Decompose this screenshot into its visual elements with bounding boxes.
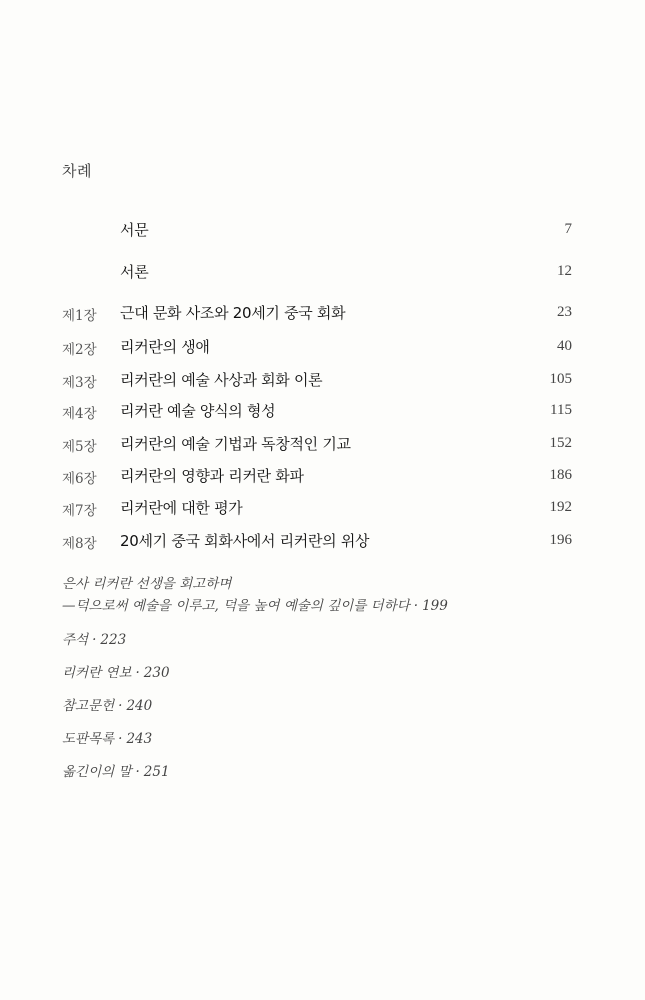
appendix-page: 243 <box>126 731 153 747</box>
memoir-subtitle: —덕으로써 예술을 이루고, 덕을 높여 예술의 깊이를 더하다 <box>62 598 410 614</box>
appendix-label: 주석 <box>62 632 89 648</box>
toc-entry-preface[interactable] <box>60 219 572 243</box>
separator-dot: · <box>118 731 123 747</box>
toc-entry-chapter-7[interactable] <box>60 497 572 521</box>
appendix-page: 230 <box>143 665 170 681</box>
toc-heading: 차례 <box>62 162 92 180</box>
entry-title: 리커란의 예술 기법과 독창적인 기교 <box>120 435 351 453</box>
chapter-number: 제5장 <box>62 439 97 455</box>
entry-title: 리커란의 예술 사상과 회화 이론 <box>120 371 323 389</box>
appendix-page: 240 <box>126 698 153 714</box>
entry-page-number: 7 <box>564 221 572 237</box>
chapter-number: 제3장 <box>62 375 97 391</box>
entry-page-number: 192 <box>549 499 572 515</box>
chapter-number: 제6장 <box>62 471 97 487</box>
separator-dot: · <box>118 698 123 714</box>
chapter-number: 제7장 <box>62 503 97 519</box>
toc-entry-chapter-6[interactable] <box>60 465 572 489</box>
entry-title: 20세기 중국 회화사에서 리커란의 위상 <box>120 532 370 550</box>
toc-entry-chapter-2[interactable] <box>60 336 572 360</box>
toc-entry-chapter-5[interactable] <box>60 433 572 457</box>
appendix-label: 도판목록 <box>62 731 115 747</box>
memoir-subtitle-line[interactable] <box>62 594 448 614</box>
toc-entry-chapter-3[interactable] <box>60 369 572 393</box>
entry-page-number: 40 <box>557 338 572 354</box>
separator-dot: · <box>135 665 140 681</box>
appendix-label: 리커란 연보 <box>62 665 132 681</box>
appendix-references[interactable] <box>62 694 152 714</box>
appendix-label: 옮긴이의 말 <box>62 764 132 780</box>
entry-page-number: 152 <box>549 435 572 451</box>
appendix-chronology[interactable] <box>62 661 170 681</box>
toc-entry-chapter-4[interactable] <box>60 400 572 424</box>
separator-dot: · <box>135 764 140 780</box>
entry-title: 리커란의 영향과 리커란 화파 <box>120 467 304 485</box>
appendix-page: 223 <box>100 632 127 648</box>
entry-title: 리커란에 대한 평가 <box>120 499 243 517</box>
entry-page-number: 196 <box>549 532 572 548</box>
chapter-number: 제8장 <box>62 536 97 552</box>
toc-entry-introduction[interactable] <box>60 261 572 285</box>
appendix-page: 251 <box>143 764 170 780</box>
toc-entry-chapter-1[interactable] <box>60 302 572 326</box>
entry-title: 서론 <box>120 263 149 281</box>
chapter-number: 제2장 <box>62 342 97 358</box>
entry-title: 서문 <box>120 221 149 239</box>
entry-page-number: 115 <box>550 402 572 418</box>
entry-title: 근대 문화 사조와 20세기 중국 회화 <box>120 304 346 322</box>
appendix-plates[interactable] <box>62 727 152 747</box>
entry-title: 리커란 예술 양식의 형성 <box>120 402 276 420</box>
chapter-number: 제4장 <box>62 406 97 422</box>
entry-page-number: 12 <box>557 263 572 279</box>
appendix-notes[interactable] <box>62 628 126 648</box>
memoir-page: 199 <box>422 598 448 614</box>
separator-dot: · <box>413 598 419 614</box>
entry-page-number: 186 <box>549 467 572 483</box>
entry-title: 리커란의 생애 <box>120 338 210 356</box>
separator-dot: · <box>92 632 97 648</box>
appendix-label: 참고문헌 <box>62 698 115 714</box>
memoir-title-line[interactable] <box>62 572 231 592</box>
memoir-title: 은사 리커란 선생을 회고하며 <box>62 576 232 592</box>
appendix-afterword[interactable] <box>62 760 170 780</box>
entry-page-number: 105 <box>549 371 572 387</box>
chapter-number: 제1장 <box>62 308 97 324</box>
entry-page-number: 23 <box>557 304 572 320</box>
toc-entry-chapter-8[interactable] <box>60 530 572 554</box>
